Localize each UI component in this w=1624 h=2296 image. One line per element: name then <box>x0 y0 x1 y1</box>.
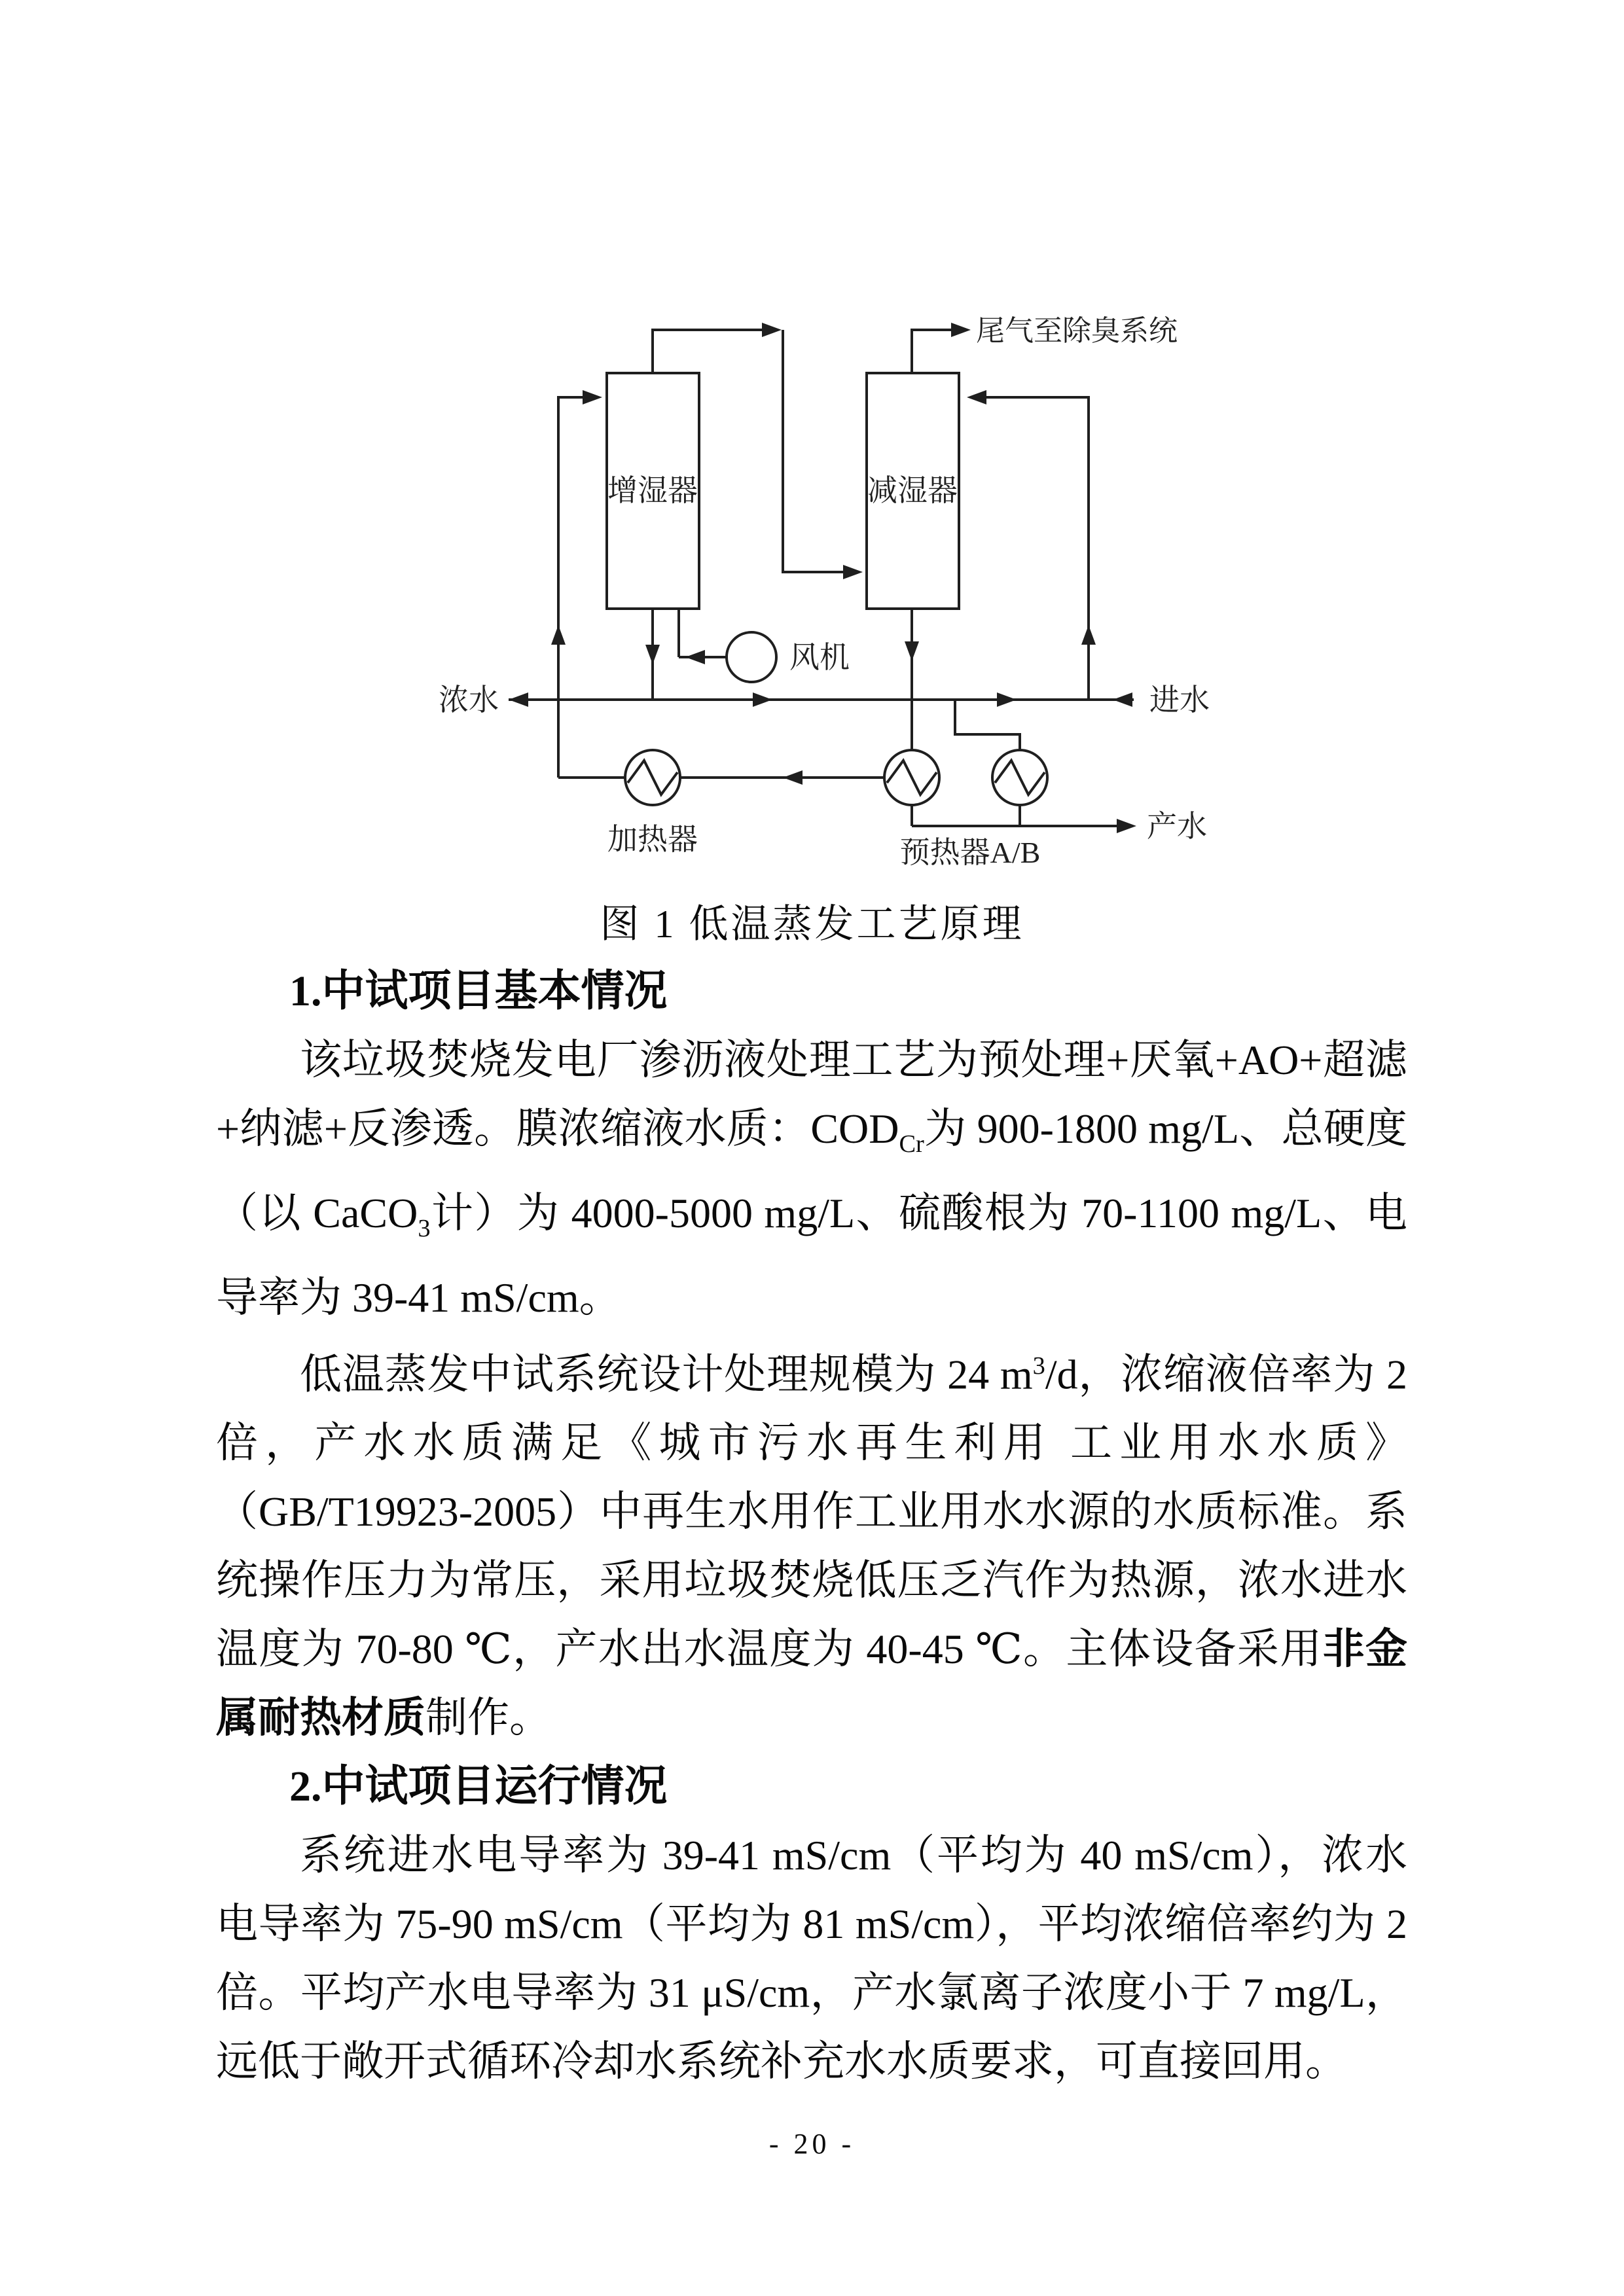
section-1-heading: 1.中试项目基本情况 <box>289 967 668 1015</box>
pipe-left-riser <box>558 397 598 778</box>
pipe-exhaust <box>912 330 967 373</box>
pipes <box>509 330 1134 826</box>
arrowheads <box>509 323 1136 833</box>
pipe-feed-stub <box>955 700 1020 750</box>
section-2-paragraph-1: 系统进水电导率为 39-41 mS/cm（平均为 40 mS/cm），浓水电导率为 75-90 mS/cm（平均为 81 mS/cm），平均浓缩倍率约为 2 倍。平均产水电导率为 31 μS/cm，产水氯离子浓度小于 7 mg/L，远低于敞开式循环冷却水系统补充水水质要求，可直接回用。 <box>216 1831 1407 2085</box>
pipe-right-riser <box>971 397 1089 700</box>
concentrate-label: 浓水 <box>439 683 499 717</box>
section-1-paragraph-1: 该垃圾焚烧发电厂渗沥液处理工艺为预处理+厌氧+AO+超滤+纳滤+反渗透。膜浓缩液水质：$COD_{Cr}$为 900-1800 mg/L、总硬度（以 CaCO$_3$计）为 4000-5000 mg/L、硫酸根为 70-1100 mg/L、电导率为 39-41 mS/cm。 <box>216 1037 1408 1321</box>
document-body <box>216 957 1407 2096</box>
feed-label: 进水 <box>1149 683 1210 717</box>
process-flow-diagram <box>406 281 1218 936</box>
heater-label: 加热器 <box>607 823 698 856</box>
preheater-a-symbol <box>884 750 939 805</box>
preheater-b-symbol <box>992 750 1047 805</box>
product-label: 产水 <box>1147 810 1207 843</box>
pipe-humidifier-top <box>653 330 778 373</box>
figure-caption: 图 1 低温蒸发工艺原理 <box>600 903 1024 946</box>
fan-label: 风机 <box>789 641 850 674</box>
heater-symbol <box>625 750 680 805</box>
exhaust-label: 尾气至除臭系统 <box>976 315 1178 347</box>
fan-symbol <box>727 632 776 682</box>
dehumidifier-label: 减湿器 <box>867 474 958 507</box>
pipe-fan-duct <box>679 609 727 657</box>
pipe-product-line <box>912 805 1132 826</box>
section-2-heading: 2.中试项目运行情况 <box>289 1762 668 1810</box>
pipe-air-cross <box>783 330 859 572</box>
preheaters-label: 预热器A/B <box>899 836 1041 869</box>
humidifier-label: 增湿器 <box>607 474 698 507</box>
section-1-paragraph-2: 低温蒸发中试系统设计处理规模为 24 $m^3/d$，浓缩液倍率为 2 倍，产水水质满足《城市污水再生利用 工业用水水质》（GB/T19923-2005）中再生水用作工业用水水源的水质标准。系统操作压力为常压，采用垃圾焚烧低压乏汽作为热源，浓水进水温度为 70-80 ℃，产水出水温度为 40-45 ℃。主体设备采用非金属耐热材质制作。 <box>216 1350 1408 1741</box>
page-number: - 20 - <box>768 2128 856 2160</box>
